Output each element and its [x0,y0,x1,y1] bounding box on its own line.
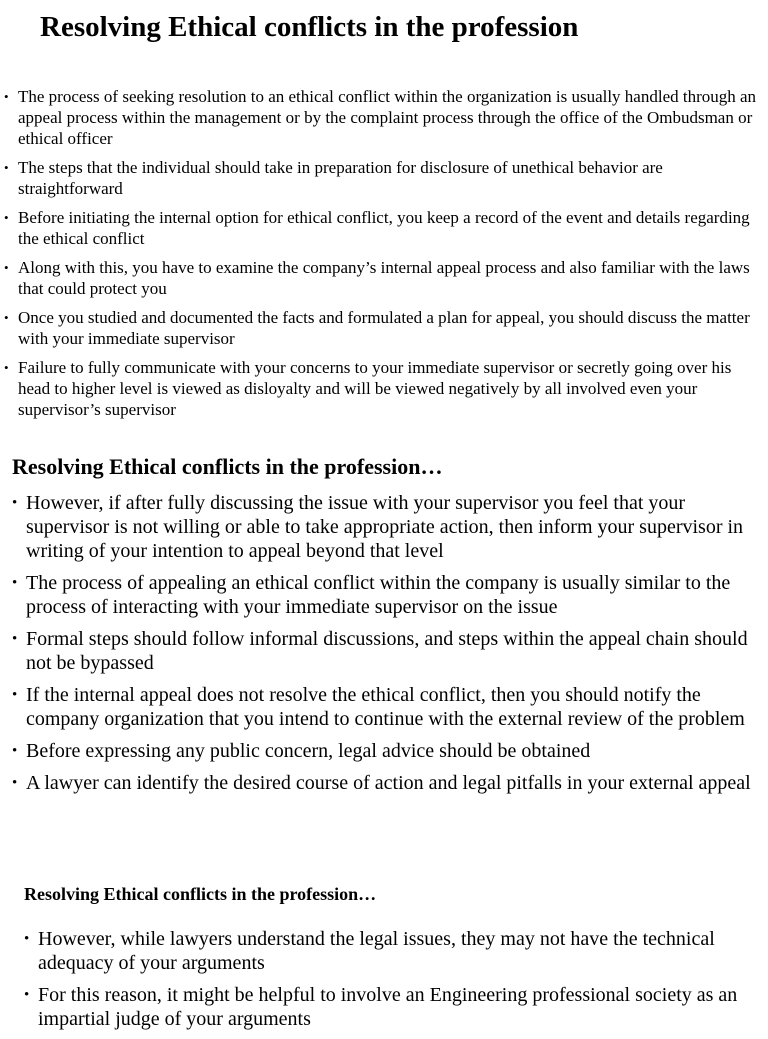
bullet-text: Once you studied and documented the facts and formulated a plan for appeal, you should discuss the matter with your immediate supervisor [18,308,750,348]
bullet-text: However, while lawyers understand the legal issues, they may not have the technical adequacy of your arguments [38,928,715,974]
bullet-text: Before initiating the internal option for ethical conflict, you keep a record of the event and details regarding the ethical conflict [18,208,750,248]
bullet-item [4,257,760,299]
bullet-icon: • [12,775,18,791]
section-3-bullet-list [0,927,760,1031]
bullet-text: Before expressing any public concern, legal advice should be obtained [26,740,591,762]
bullet-item [12,491,760,563]
section-1-bullet-list [0,86,760,420]
bullet-item [12,683,760,731]
bullet-text: Along with this, you have to examine the company’s internal appeal process and also familiar with the laws that could protect you [18,258,750,298]
bullet-item [12,771,760,795]
section-1-title: Resolving Ethical conflicts in the profession [40,11,579,43]
bullet-item [12,739,760,763]
slide-section-3 [0,882,768,1039]
section-2-title: Resolving Ethical conflicts in the profession… [12,454,443,479]
bullet-item [4,86,760,149]
bullet-item [12,627,760,675]
bullet-item [24,927,760,975]
bullet-item [12,571,760,619]
bullet-icon: • [12,495,18,511]
bullet-icon: • [12,631,18,647]
bullet-text: The process of appealing an ethical conflict within the company is usually similar to the process of interacting with your immediate supervisor on the issue [26,572,731,618]
bullet-text: If the internal appeal does not resolve the ethical conflict, then you should notify the company organization that you intend to continue with the external review of the problem [26,684,745,730]
bullet-icon: • [12,575,18,591]
bullet-icon: • [4,210,9,225]
slide-section-1 [0,10,768,428]
slide-section-2 [0,452,768,803]
bullet-item [4,157,760,199]
bullet-item [4,357,760,420]
bullet-text: However, if after fully discussing the issue with your supervisor you feel that your supervisor is not willing or able to take appropriate action, then inform your supervisor in writing of your intention to appeal beyond that level [26,492,744,562]
bullet-icon: • [24,987,30,1003]
bullet-item [4,207,760,249]
bullet-icon: • [4,89,9,104]
bullet-icon: • [4,260,9,275]
bullet-icon: • [12,743,18,759]
bullet-text: Failure to fully communicate with your concerns to your immediate supervisor or secretly going over his head to higher level is viewed as disloyalty and will be viewed negatively by all involved even your supervisor’s supervisor [18,358,732,419]
bullet-icon: • [4,360,9,375]
bullet-icon: • [24,931,30,947]
section-2-bullet-list [0,491,760,795]
bullet-text: Formal steps should follow informal discussions, and steps within the appeal chain should not be bypassed [26,628,748,674]
bullet-text: A lawyer can identify the desired course of action and legal pitfalls in your external appeal [26,772,751,794]
bullet-icon: • [12,687,18,703]
bullet-text: For this reason, it might be helpful to involve an Engineering professional society as an impartial judge of your arguments [38,984,738,1030]
section-3-title: Resolving Ethical conflicts in the profession… [24,884,377,904]
bullet-icon: • [4,160,9,175]
bullet-item [4,307,760,349]
bullet-icon: • [4,310,9,325]
bullet-text: The steps that the individual should take in preparation for disclosure of unethical behavior are straightforward [18,158,663,198]
bullet-text: The process of seeking resolution to an ethical conflict within the organization is usually handled through an appeal process within the management or by the complaint process through the office of the Ombudsman or ethical officer [18,87,757,148]
